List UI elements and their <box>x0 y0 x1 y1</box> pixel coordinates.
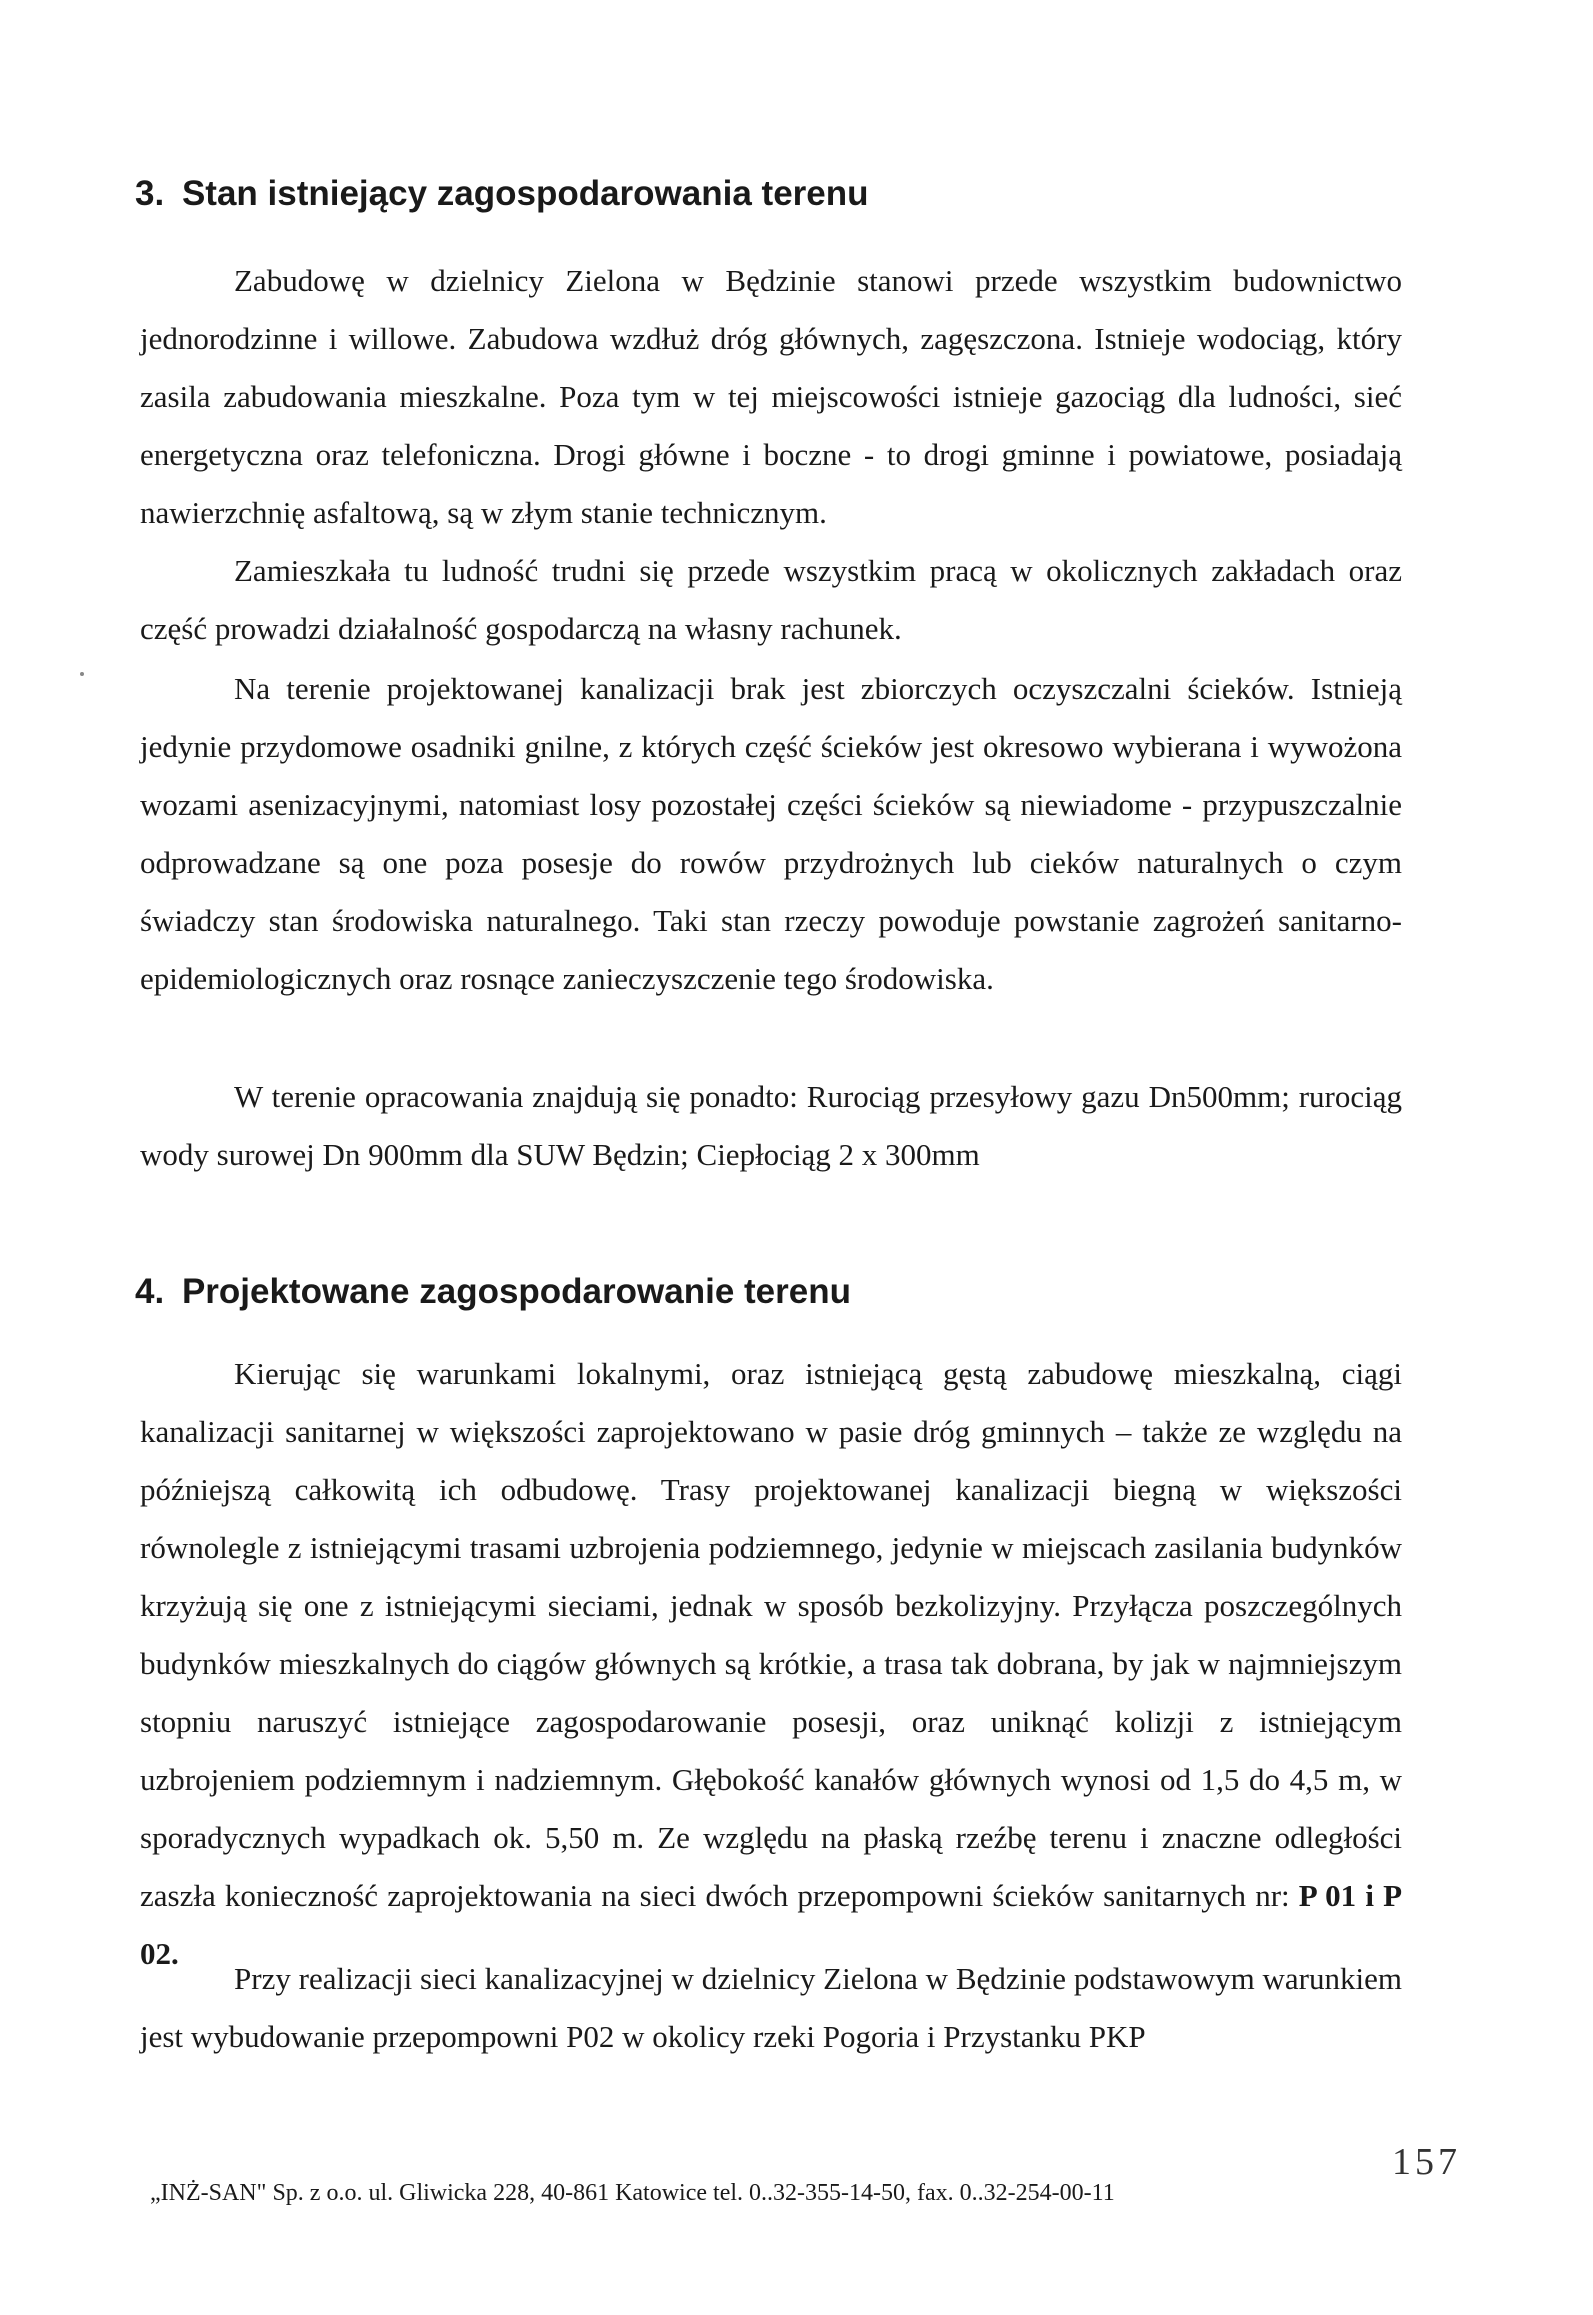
pump-conjunction: i <box>1365 1878 1374 1913</box>
section-4-number: 4. <box>135 1272 165 1311</box>
section-4-paragraph-1-text: Kierując się warunkami lokalnymi, oraz istniejącą gęstą zabudowę mieszkalną, ciągi kanalizacji sanitarnej w większości zaprojektowano w pasie dróg gminnych – także ze względu na późniejszą całkowitą ich odbudowę. Trasy projektowanej kanalizacji biegną w większości równolegle z istniejącymi trasami uzbrojenia podziemnego, jedynie w miejscach zasilania budynków krzyżują się one z istniejącymi sieciami, jednak w sposób bezkolizyjny. Przyłącza poszczególnych budynków mieszkalnych do ciągów głównych są krótkie, a trasa tak dobrana, by jak w najmniejszym stopniu naruszyć istniejące zagospodarowanie posesji, oraz uniknąć kolizji z istniejącym uzbrojeniem podziemnym i nadziemnym. Głębokość kanałów głównych wynosi od 1,5 do 4,5 m, w sporadycznych wypadkach ok. 5,50 m. Ze względu na płaską rzeźbę terenu i znaczne odległości zaszła konieczność zaprojektowania na sieci dwóch przepompowni ścieków sanitarnych nr: <box>140 1356 1402 1913</box>
section-3-paragraph-1: Zabudowę w dzielnicy Zielona w Będzinie stanowi przede wszystkim budownictwo jednorodzinne i willowe. Zabudowa wzdłuż dróg głównych, zagęszczona. Istnieje wodociąg, który zasila zabudowania mieszkalne. Poza tym w tej miejscowości istnieje gazociąg dla ludności, sieć energetyczna oraz telefoniczna. Drogi główne i boczne - to drogi gminne i powiatowe, posiadają nawierzchnię asfaltową, są w złym stanie technicznym. <box>140 263 1402 530</box>
scan-speck <box>80 672 84 676</box>
section-3-number: 3. <box>135 174 165 213</box>
section-3-title: Stan istniejący zagospodarowania terenu <box>181 174 869 213</box>
page-number: 157 <box>1392 2141 1461 2183</box>
pump-station-p02: P 02. <box>140 1878 1403 1971</box>
section-3-paragraph-4: W terenie opracowania znajdują się ponadto: Rurociąg przesyłowy gazu Dn500mm; rurociąg wody surowej Dn 900mm dla SUW Będzin; Ciepłociąg 2 x 300mm <box>140 1079 1402 1172</box>
section-4-paragraph-2: Przy realizacji sieci kanalizacyjnej w dzielnicy Zielona w Będzinie podstawowym warunkiem jest wybudowanie przepompowni P02 w okolicy rzeki Pogoria i Przystanku PKP <box>140 1961 1402 2054</box>
footer-company-info: „INŻ-SAN" Sp. z o.o. ul. Gliwicka 228, 40-861 Katowice tel. 0..32-355-14-50, fax. 0..32-254-00-11 <box>150 2180 1115 2206</box>
section-3-paragraph-3: Na terenie projektowanej kanalizacji brak jest zbiorczych oczyszczalni ścieków. Istnieją jedynie przydomowe osadniki gnilne, z których część ścieków jest okresowo wybierana i wywożona wozami asenizacyjnymi, natomiast losy pozostałej części ścieków są niewiadome - przypuszczalnie odprowadzane są one poza posesje do rowów przydrożnych lub cieków naturalnych o czym świadczy stan środowiska naturalnego. Taki stan rzeczy powoduje powstanie zagrożeń sanitarno-epidemiologicznych oraz rosnące zanieczyszczenie tego środowiska. <box>140 671 1402 996</box>
section-4-title: Projektowane zagospodarowanie terenu <box>181 1272 851 1311</box>
section-4-paragraph-1 <box>140 1345 1402 1983</box>
section-3-paragraph-2: Zamieszkała tu ludność trudni się przede wszystkim pracą w okolicznych zakładach oraz część prowadzi działalność gospodarczą na własny rachunek. <box>140 553 1402 646</box>
section-4-heading <box>135 1270 1435 1314</box>
pump-station-p01: P 01 <box>1298 1878 1357 1913</box>
section-3-heading <box>135 172 1435 216</box>
